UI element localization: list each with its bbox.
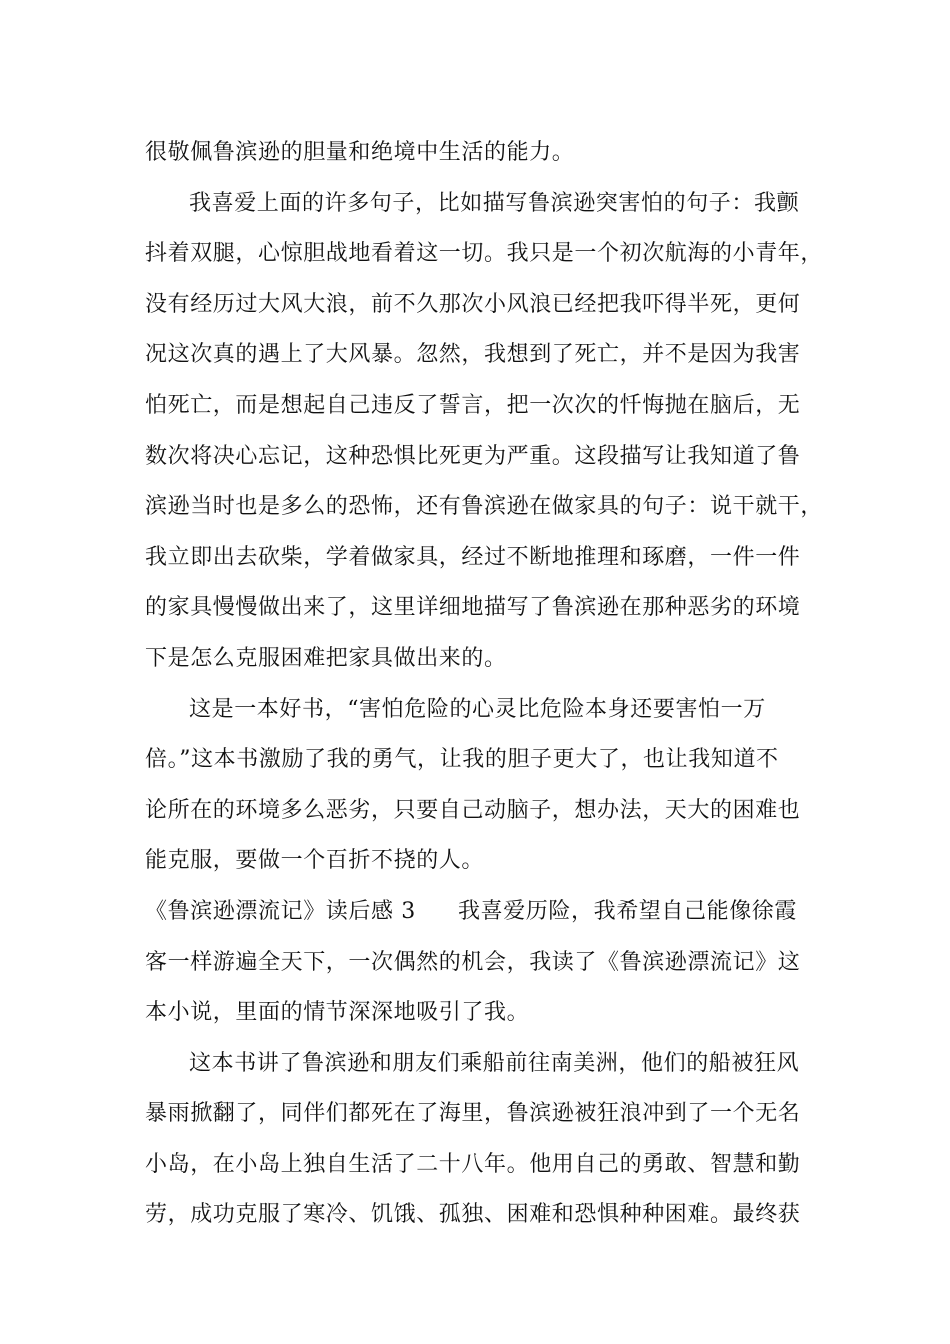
- paragraph-line: 况这次真的遇上了大风暴。忽然，我想到了死亡，并不是因为我害: [145, 342, 801, 368]
- paragraph-line: 怕死亡，而是想起自己违反了誓言，把一次次的忏悔抛在脑后，无: [145, 392, 801, 418]
- section-first-line: 我喜爱历险，我希望自己能像徐霞: [458, 898, 798, 924]
- paragraph-line: 论所在的环境多么恶劣，只要自己动脑子，想办法，天大的困难也: [145, 797, 801, 823]
- paragraph-line: 能克服，要做一个百折不挠的人。: [145, 848, 485, 874]
- paragraph-line: 没有经历过大风大浪，前不久那次小风浪已经把我吓得半死，更何: [145, 291, 801, 317]
- paragraph-line: 劳，成功克服了寒冷、饥饿、孤独、困难和恐惧种种困难。最终获: [145, 1202, 801, 1228]
- section-heading-line: [145, 887, 820, 938]
- paragraph-line: 这是一本好书，“害怕危险的心灵比危险本身还要害怕一万: [189, 696, 766, 722]
- paragraph-line: 倍。”这本书激励了我的勇气，让我的胆子更大了，也让我知道不: [145, 747, 779, 773]
- paragraph-line: 下是怎么克服困难把家具做出来的。: [145, 645, 507, 671]
- paragraph-line: 我立即出去砍柴，学着做家具，经过不断地推理和琢磨，一件一件: [145, 544, 801, 570]
- paragraph-line: 的家具慢慢做出来了，这里详细地描写了鲁滨逊在那种恶劣的环境: [145, 595, 801, 621]
- paragraph-line: 滨逊当时也是多么的恐怖，还有鲁滨逊在做家具的句子：说干就干，: [145, 494, 824, 520]
- paragraph-line: 客一样游遍全天下，一次偶然的机会，我读了《鲁滨逊漂流记》这: [145, 949, 801, 975]
- paragraph-line: 这本书讲了鲁滨逊和朋友们乘船前往南美洲，他们的船被狂风: [189, 1050, 800, 1076]
- paragraph-line: 抖着双腿，心惊胆战地看着这一切。我只是一个初次航海的小青年，: [145, 241, 824, 267]
- paragraph-line: 暴雨掀翻了，同伴们都死在了海里，鲁滨逊被狂浪冲到了一个无名: [145, 1101, 801, 1127]
- section-heading: 《鲁滨逊漂流记》读后感 3: [145, 898, 416, 924]
- paragraph-line: 我喜爱上面的许多句子，比如描写鲁滨逊突害怕的句子：我颤: [189, 190, 800, 216]
- document-body: [145, 128, 824, 1241]
- paragraph-line: 小岛，在小岛上独自生活了二十八年。他用自己的勇敢、智慧和勤: [145, 1151, 801, 1177]
- paragraph-line: 本小说，里面的情节深深地吸引了我。: [145, 1000, 530, 1026]
- paragraph-line: 很敬佩鲁滨逊的胆量和绝境中生活的能力。: [145, 140, 575, 165]
- paragraph-line: 数次将决心忘记，这种恐惧比死更为严重。这段描写让我知道了鲁: [145, 443, 801, 469]
